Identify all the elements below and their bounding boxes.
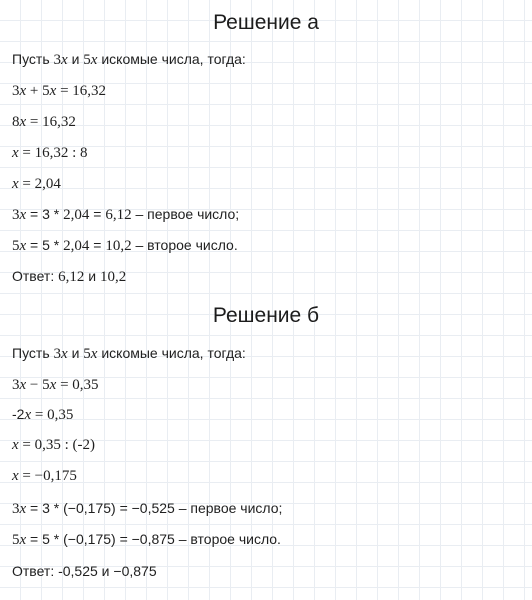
text: Пусть xyxy=(12,51,54,67)
text: = 3 * (−0,175) = −0,525 – первое число; xyxy=(26,500,283,516)
section-b-line-3 xyxy=(12,405,73,424)
text: = xyxy=(89,206,106,222)
math: 3 xyxy=(12,377,20,393)
math-variable: x xyxy=(61,346,68,362)
text: -2 xyxy=(12,406,25,422)
section-a-line-5 xyxy=(12,174,61,193)
text: = 5 * xyxy=(26,237,64,253)
text: Ответ: -0,525 и −0,875 xyxy=(12,563,157,579)
section-a-line-2 xyxy=(12,81,106,100)
math: 5 xyxy=(12,532,20,548)
text: = xyxy=(89,237,106,253)
text: – первое число; xyxy=(131,206,240,222)
section-b-line-2 xyxy=(12,375,99,394)
section-b-answer xyxy=(12,562,157,580)
math: 6,12 xyxy=(105,207,132,223)
math: 10,2 xyxy=(105,238,132,254)
math: = 0,35 xyxy=(31,407,74,423)
section-a-line-3 xyxy=(12,112,76,131)
math: = 0,35 xyxy=(56,377,99,393)
text: – второе число. xyxy=(131,237,238,253)
math-variable: x xyxy=(61,52,68,68)
text: и xyxy=(67,345,84,361)
section-a-line-7 xyxy=(12,236,238,255)
math-variable: x xyxy=(12,145,19,161)
text: = 3 * xyxy=(26,206,64,222)
text: и xyxy=(67,51,84,67)
math: 2,04 xyxy=(63,207,90,223)
math: 3 xyxy=(12,207,20,223)
section-b-line-4 xyxy=(12,435,95,454)
section-b-title: Решение б xyxy=(212,304,320,327)
math: 3 xyxy=(12,501,20,517)
section-a-line-1 xyxy=(12,50,246,69)
math: = 16,32 xyxy=(26,114,76,130)
section-b-line-6 xyxy=(12,499,282,518)
math: 10,2 xyxy=(99,269,127,285)
math-variable: x xyxy=(19,501,27,517)
math: − 5 xyxy=(26,377,50,393)
math-variable: x xyxy=(19,238,27,254)
math-variable: x xyxy=(90,52,98,68)
math-variable: x xyxy=(49,377,57,393)
text: искомые числа, тогда: xyxy=(97,51,246,67)
math: 8 xyxy=(12,114,20,130)
math: 3 xyxy=(12,83,20,99)
math-variable: x xyxy=(19,83,27,99)
text: и xyxy=(84,268,100,284)
math: 5 xyxy=(83,346,91,362)
math: = 16,32 : 8 xyxy=(18,145,88,161)
section-a-line-6 xyxy=(12,205,239,224)
math: = 0,35 : (-2) xyxy=(18,437,96,453)
math: 5 xyxy=(83,52,91,68)
math: = 2,04 xyxy=(18,176,61,192)
section-a-answer xyxy=(12,267,126,286)
section-a-line-4 xyxy=(12,143,88,162)
math: 5 xyxy=(12,238,20,254)
section-a-title: Решение а xyxy=(213,11,319,34)
section-b-line-5 xyxy=(12,466,77,485)
math: 6,12 xyxy=(58,269,85,285)
math: 2,04 xyxy=(63,238,90,254)
text: = 5 * (−0,175) = −0,875 – второе число. xyxy=(26,531,281,547)
math-variable: x xyxy=(24,407,32,423)
math: 3 xyxy=(53,346,62,362)
math: + 5 xyxy=(26,83,50,99)
text: Пусть xyxy=(12,345,54,361)
math-variable: x xyxy=(12,176,19,192)
math-variable: x xyxy=(19,207,27,223)
math-variable: x xyxy=(49,83,57,99)
text: Ответ: xyxy=(12,268,59,284)
math: 3 xyxy=(53,52,62,68)
math-variable: x xyxy=(19,532,27,548)
math: = 16,32 xyxy=(56,83,107,99)
section-b-line-1 xyxy=(12,344,246,363)
math-variable: x xyxy=(19,114,27,130)
math-variable: x xyxy=(19,377,27,393)
math-variable: x xyxy=(90,346,98,362)
math: = −0,175 xyxy=(18,468,77,484)
math-variable: x xyxy=(12,437,19,453)
math-variable: x xyxy=(12,468,19,484)
section-b-line-7 xyxy=(12,530,281,549)
text: искомые числа, тогда: xyxy=(97,345,246,361)
